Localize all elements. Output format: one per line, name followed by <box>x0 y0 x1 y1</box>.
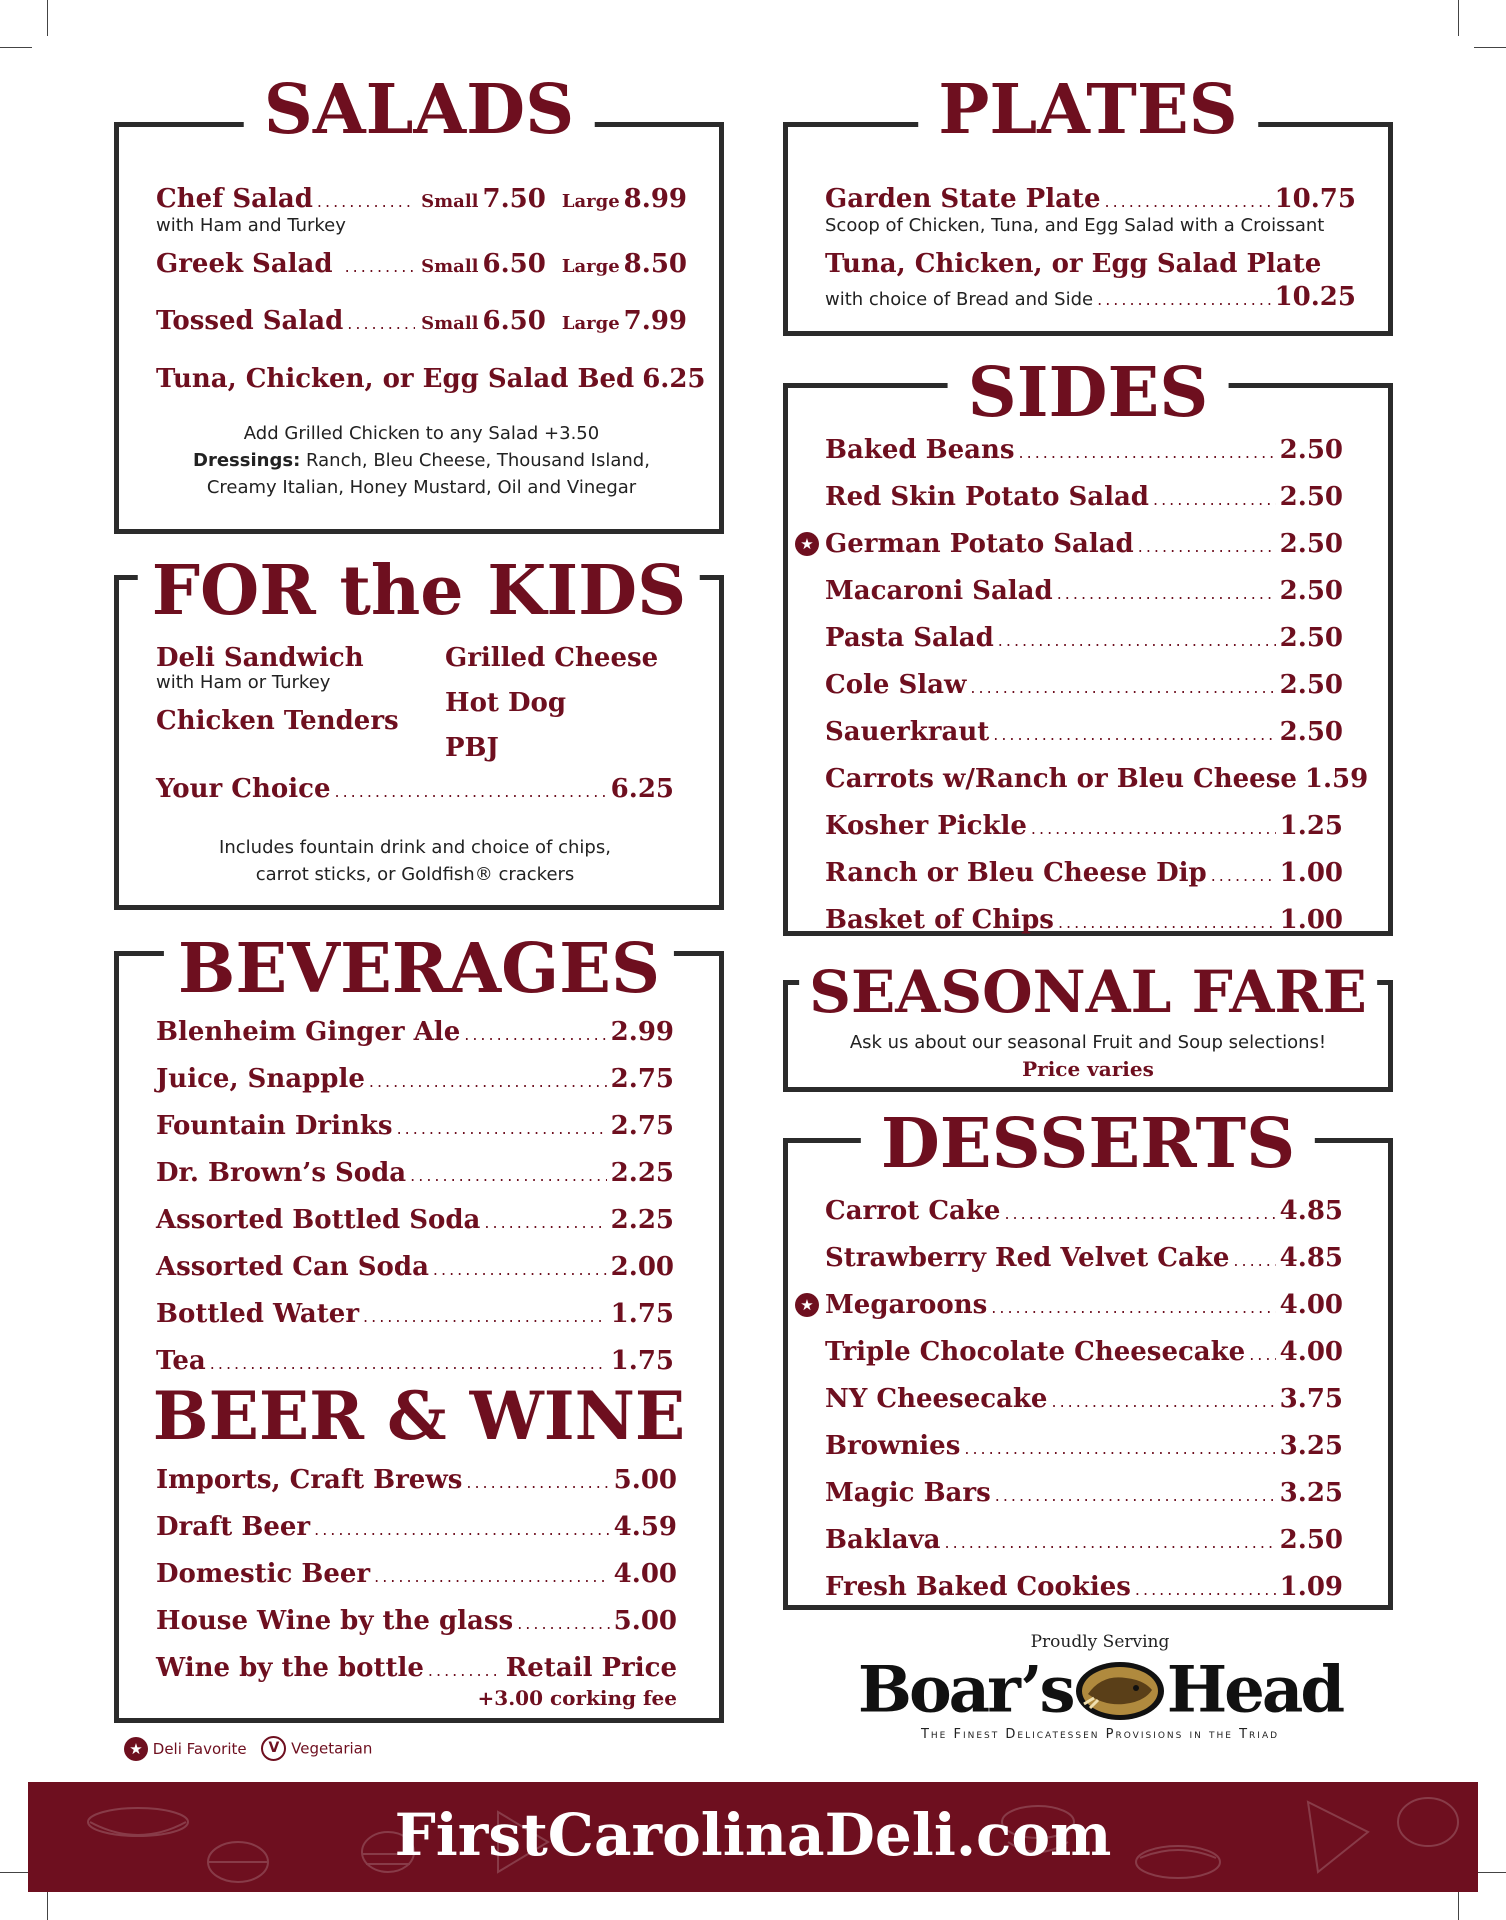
leader-dots <box>1004 1191 1275 1236</box>
item-price: 2.50 <box>1279 717 1343 747</box>
item-name: Macaroni Salad <box>825 576 1053 606</box>
leader-dots <box>1233 1238 1275 1283</box>
beverage-item <box>156 1010 674 1057</box>
leader-dots <box>995 1473 1276 1518</box>
item-name: Domestic Beer <box>156 1559 371 1589</box>
item-price: 1.75 <box>610 1346 674 1376</box>
item-name: Grilled Cheese <box>445 643 659 673</box>
side-item <box>825 804 1343 851</box>
sides-title: SIDES <box>948 352 1229 434</box>
brand-block <box>840 1632 1360 1742</box>
item-price: 3.75 <box>1279 1384 1343 1414</box>
corking-fee: +3.00 corking fee <box>477 1686 677 1710</box>
salads-section <box>114 70 724 534</box>
item-name: Brownies <box>825 1431 961 1461</box>
size-label: Large <box>561 313 620 334</box>
leader-dots <box>964 1426 1275 1471</box>
dessert-item <box>825 1377 1343 1424</box>
kids-note: Includes fountain drink and choice of chips, <box>219 837 611 858</box>
item-name: Cole Slaw <box>825 670 967 700</box>
brand-tagline: The Finest Delicatessen Provisions in the Triad <box>920 1726 1280 1742</box>
leader-dots <box>970 665 1275 710</box>
item-price: 8.99 <box>623 184 687 214</box>
item-price: 3.25 <box>1279 1478 1343 1508</box>
item-name: Baklava <box>825 1525 941 1555</box>
beverage-item <box>156 1057 674 1104</box>
brand-name-left: Boar’s <box>857 1652 1073 1728</box>
side-item <box>825 569 1343 616</box>
item-price: 1.00 <box>1279 858 1343 888</box>
leader-dots <box>517 1601 609 1646</box>
legend-vegetarian: Vegetarian <box>291 1739 373 1758</box>
item-name: House Wine by the glass <box>156 1606 514 1636</box>
item-price: 10.75 <box>1274 184 1356 214</box>
leader-dots <box>347 301 415 346</box>
item-price: 2.50 <box>1279 576 1343 606</box>
beverage-item <box>156 1198 674 1245</box>
crop-mark <box>1474 47 1506 48</box>
item-price: Retail Price <box>505 1653 677 1683</box>
side-item <box>825 757 1369 804</box>
leader-dots <box>1135 1567 1276 1612</box>
item-name: Tuna, Chicken, or Egg Salad Bed <box>156 364 635 394</box>
item-price: 4.85 <box>1279 1196 1343 1226</box>
dessert-item <box>825 1189 1343 1236</box>
item-name: Your Choice <box>156 774 331 804</box>
side-item <box>825 428 1343 475</box>
sides-section <box>783 353 1393 936</box>
side-item <box>825 616 1343 663</box>
leader-dots <box>369 1059 607 1104</box>
desserts-section <box>783 1104 1393 1610</box>
crop-mark <box>0 47 32 48</box>
item-name: Deli Sandwich <box>156 643 364 673</box>
crop-mark <box>1458 0 1459 36</box>
dressings-line <box>156 447 687 474</box>
item-price: 6.25 <box>642 364 706 394</box>
seasonal-section <box>783 958 1393 1092</box>
dessert-item <box>825 1424 1343 1471</box>
crop-mark <box>47 1888 48 1920</box>
brand-name-right: Head <box>1166 1652 1343 1728</box>
item-name: PBJ <box>445 733 499 763</box>
item-price: 2.99 <box>610 1017 674 1047</box>
item-name: Basket of Chips <box>825 905 1054 935</box>
size-label: Small <box>421 256 479 277</box>
leader-dots <box>945 1520 1276 1565</box>
proudly-serving: Proudly Serving <box>1030 1632 1170 1652</box>
leader-dots <box>433 1247 607 1292</box>
dessert-item <box>825 1565 1343 1612</box>
item-price: 1.75 <box>610 1299 674 1329</box>
item-name: Tuna, Chicken, or Egg Salad Plate <box>825 249 1322 279</box>
leader-dots <box>484 1200 606 1245</box>
leader-dots <box>991 1285 1275 1330</box>
plates-section <box>783 70 1393 336</box>
item-price: 10.25 <box>1274 282 1356 312</box>
leader-dots <box>314 1507 610 1552</box>
leader-dots <box>1019 430 1276 475</box>
leader-dots <box>397 1106 607 1151</box>
item-price: 2.25 <box>610 1158 674 1188</box>
item-name: Strawberry Red Velvet Cake <box>825 1243 1230 1273</box>
item-price: 1.09 <box>1279 1572 1343 1602</box>
item-price: 1.59 <box>1304 764 1369 794</box>
item-price: 4.00 <box>1279 1290 1343 1320</box>
beverages-title: BEVERAGES <box>164 928 674 1010</box>
dressings-list: Creamy Italian, Honey Mustard, Oil and Vinegar <box>206 477 637 498</box>
beverage-item <box>156 1104 674 1151</box>
leader-dots <box>1097 277 1270 322</box>
side-item <box>825 475 1343 522</box>
item-name: Red Skin Potato Salad <box>825 482 1149 512</box>
star-icon: ★ <box>795 532 819 556</box>
beer-wine-item <box>156 1458 677 1505</box>
item-name: Wine by the bottle <box>156 1653 424 1683</box>
size-label: Large <box>561 256 620 277</box>
beverage-item <box>156 1151 674 1198</box>
item-name: Blenheim Ginger Ale <box>156 1017 461 1047</box>
item-price: 5.00 <box>613 1465 677 1495</box>
item-name: Tossed Salad <box>156 306 344 336</box>
seasonal-note: Ask us about our seasonal Fruit and Soup selections! <box>849 1032 1327 1053</box>
item-description: Scoop of Chicken, Tuna, and Egg Salad with a Croissant <box>825 215 1325 236</box>
leader-dots <box>1051 1379 1275 1424</box>
size-label: Small <box>421 191 479 212</box>
kids-item <box>445 636 705 681</box>
leader-dots <box>1058 900 1276 945</box>
leader-dots <box>345 244 416 289</box>
item-price: 2.50 <box>1279 435 1343 465</box>
item-name: Ranch or Bleu Cheese Dip <box>825 858 1207 888</box>
menu-item <box>156 299 687 346</box>
item-price: 2.50 <box>1279 670 1343 700</box>
item-price: 7.50 <box>482 184 546 214</box>
leader-dots <box>998 618 1276 663</box>
dessert-item <box>825 1471 1343 1518</box>
item-price: 6.25 <box>610 774 674 804</box>
kids-title: FOR the KIDS <box>138 550 700 632</box>
item-name: Chef Salad <box>156 184 313 214</box>
dressings-label: Dressings: <box>193 450 301 471</box>
desserts-title: DESSERTS <box>861 1103 1315 1185</box>
leader-dots <box>1211 853 1276 898</box>
item-price: 1.25 <box>1279 811 1343 841</box>
star-icon: ★ <box>124 1737 148 1761</box>
item-price: 2.50 <box>1279 1525 1343 1555</box>
item-name: Magic Bars <box>825 1478 991 1508</box>
seasonal-price: Price varies <box>1022 1057 1154 1081</box>
leader-dots <box>993 712 1275 757</box>
leader-dots <box>363 1294 607 1339</box>
item-price: 7.99 <box>623 306 687 336</box>
leader-dots <box>1031 806 1276 851</box>
side-item <box>825 663 1343 710</box>
item-name: Fresh Baked Cookies <box>825 1572 1131 1602</box>
dessert-item <box>825 1330 1343 1377</box>
leader-dots <box>410 1153 607 1198</box>
beer-wine-title: BEER & WINE <box>152 1377 686 1455</box>
footer-banner <box>28 1782 1478 1892</box>
beer-wine-item <box>156 1505 677 1552</box>
item-name: Megaroons <box>825 1290 988 1320</box>
item-name: Hot Dog <box>445 688 567 718</box>
menu-item <box>156 242 687 289</box>
item-name: Juice, Snapple <box>156 1064 365 1094</box>
leader-dots <box>464 1012 606 1057</box>
size-label: Large <box>561 191 620 212</box>
item-name: Bottled Water <box>156 1299 360 1329</box>
item-name: Garden State Plate <box>825 184 1101 214</box>
dressings-list: Ranch, Bleu Cheese, Thousand Island, <box>306 450 650 471</box>
item-price: 2.50 <box>1279 482 1343 512</box>
kids-item <box>156 699 416 744</box>
side-item <box>825 710 1343 757</box>
leader-dots <box>1153 477 1276 522</box>
side-item <box>825 851 1343 898</box>
salads-title: SALADS <box>244 69 595 151</box>
leader-dots <box>374 1554 610 1599</box>
crop-mark <box>1474 1872 1506 1873</box>
item-price: 2.75 <box>610 1064 674 1094</box>
item-price: 4.00 <box>1279 1337 1343 1367</box>
item-price: 2.00 <box>610 1252 674 1282</box>
item-name: Draft Beer <box>156 1512 311 1542</box>
item-name: Imports, Craft Brews <box>156 1465 463 1495</box>
website-link[interactable]: FirstCarolinaDeli.com <box>394 1801 1112 1869</box>
item-name: Assorted Can Soda <box>156 1252 429 1282</box>
item-description: with Ham and Turkey <box>156 215 346 236</box>
item-price: 2.50 <box>1279 529 1343 559</box>
vegetarian-icon: V <box>261 1736 286 1761</box>
item-price: 4.59 <box>613 1512 677 1542</box>
boar-logo-icon <box>1074 1660 1166 1722</box>
item-name: Tea <box>156 1346 206 1376</box>
item-price: 8.50 <box>623 249 687 279</box>
item-price: 2.50 <box>1279 623 1343 653</box>
item-name: Dr. Brown’s Soda <box>156 1158 407 1188</box>
item-name: Triple Chocolate Cheesecake <box>825 1337 1246 1367</box>
plates-title: PLATES <box>918 69 1258 151</box>
leader-dots <box>1057 571 1276 616</box>
size-label: Small <box>421 313 479 334</box>
salad-addon-note: Add Grilled Chicken to any Salad +3.50 <box>243 423 600 444</box>
leader-dots <box>1138 524 1276 569</box>
kids-note: carrot sticks, or Goldfish® crackers <box>255 864 575 885</box>
legend-favorite: Deli Favorite <box>152 1739 247 1758</box>
beer-wine-item <box>156 1599 677 1646</box>
item-price: 2.75 <box>610 1111 674 1141</box>
menu-item <box>156 357 706 404</box>
item-name: NY Cheesecake <box>825 1384 1048 1414</box>
seasonal-title: SEASONAL FARE <box>799 951 1377 1033</box>
dessert-item <box>825 1236 1343 1283</box>
crop-mark <box>47 0 48 36</box>
item-name: German Potato Salad <box>825 529 1134 559</box>
side-item <box>825 898 1343 945</box>
item-price: 5.00 <box>613 1606 677 1636</box>
item-price: 6.50 <box>482 306 546 336</box>
kids-item <box>445 681 705 726</box>
item-name: Sauerkraut <box>825 717 990 747</box>
item-price: 4.00 <box>613 1559 677 1589</box>
legend <box>124 1736 372 1761</box>
kids-choice-row <box>156 767 674 814</box>
star-icon: ★ <box>795 1293 819 1317</box>
item-name: Fountain Drinks <box>156 1111 393 1141</box>
leader-dots <box>334 769 606 814</box>
item-name: Carrot Cake <box>825 1196 1001 1226</box>
kids-item <box>445 726 705 771</box>
crop-mark <box>1458 1888 1459 1920</box>
item-name: Assorted Bottled Soda <box>156 1205 481 1235</box>
item-name: Chicken Tenders <box>156 706 399 736</box>
item-price: 1.00 <box>1279 905 1343 935</box>
item-name: Greek Salad <box>156 249 333 279</box>
item-price: 3.25 <box>1279 1431 1343 1461</box>
beverage-item <box>156 1292 674 1339</box>
leader-dots <box>466 1460 609 1505</box>
kids-section <box>114 551 724 910</box>
side-item <box>800 522 1343 569</box>
item-name: Carrots w/Ranch or Bleu Cheese <box>825 764 1297 794</box>
item-name: Kosher Pickle <box>825 811 1027 841</box>
dessert-item <box>825 1518 1343 1565</box>
dessert-item <box>800 1283 1343 1330</box>
item-name: Baked Beans <box>825 435 1015 465</box>
item-price: 2.25 <box>610 1205 674 1235</box>
leader-dots <box>1249 1332 1275 1377</box>
beverage-item <box>156 1245 674 1292</box>
item-price: 4.85 <box>1279 1243 1343 1273</box>
beer-wine-item <box>156 1552 677 1599</box>
beverages-section <box>114 929 724 1723</box>
item-price: 6.50 <box>482 249 546 279</box>
plate-item-subrow <box>825 275 1356 322</box>
item-description: with choice of Bread and Side <box>825 289 1094 310</box>
item-name: Pasta Salad <box>825 623 994 653</box>
item-description: with Ham or Turkey <box>156 672 331 693</box>
